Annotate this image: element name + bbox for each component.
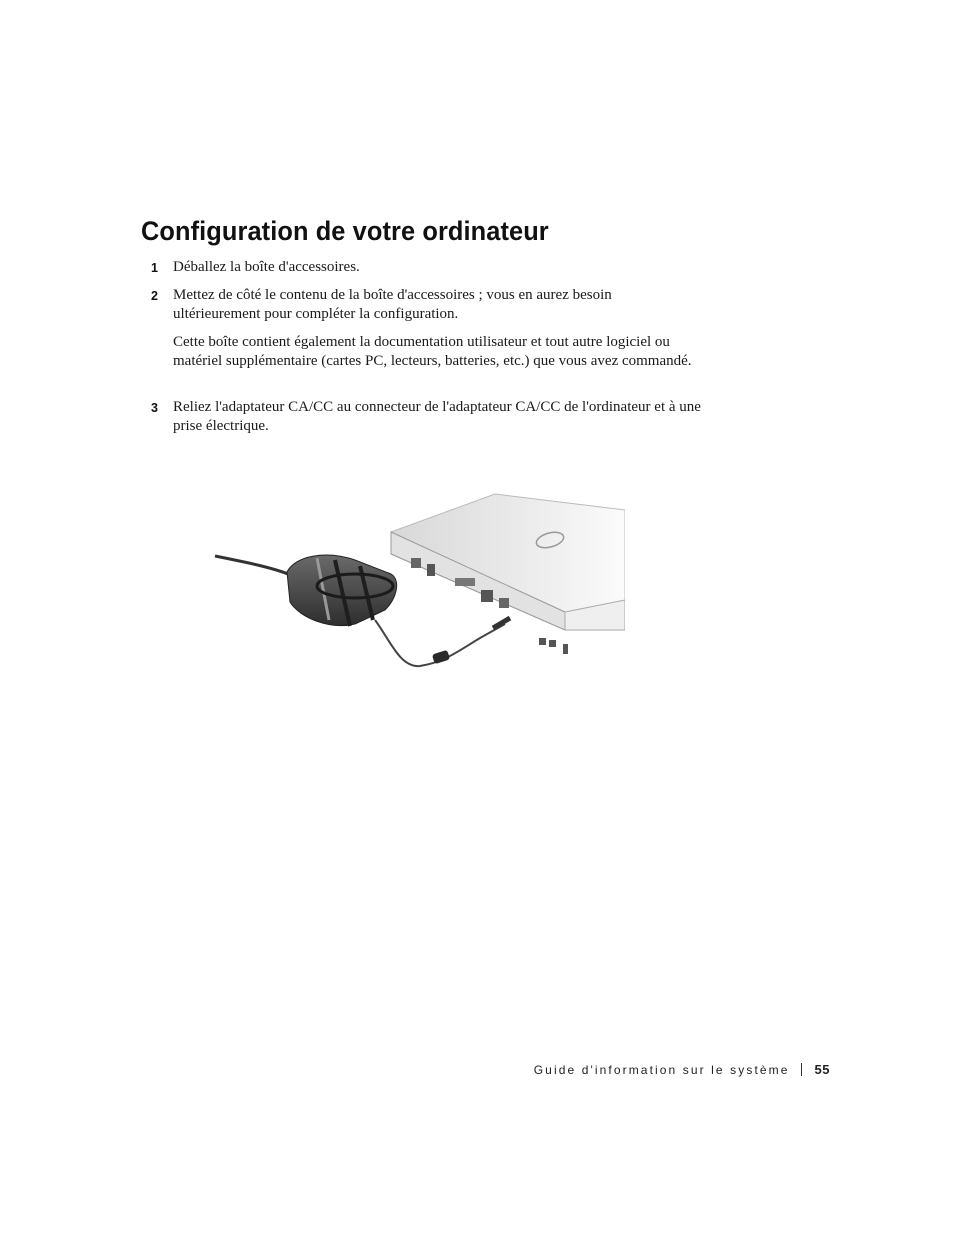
step-2-note: Cette boîte contient également la documentation utilisateur et tout autre logiciel ou matériel supplémentaire (cartes PC, lecteurs, batteries, etc.) que vous avez commandé.: [173, 334, 692, 369]
wall-cord: [215, 556, 293, 576]
page-title: Configuration de votre ordinateur: [141, 216, 549, 246]
page-footer: [534, 1062, 830, 1077]
step-number-2: 2: [151, 289, 158, 303]
step-number-1: 1: [151, 261, 158, 275]
laptop-adapter-illustration: [205, 480, 625, 680]
step-number-3: 3: [151, 401, 158, 415]
step-3-text: Reliez l'adaptateur CA/CC au connecteur de l'adaptateur CA/CC de l'ordinateur et à une prise électrique.: [173, 399, 701, 434]
page-number: 55: [814, 1062, 830, 1077]
step-1-text: Déballez la boîte d'accessoires.: [173, 259, 360, 275]
footer-guide-title: Guide d'information sur le système: [533, 1062, 790, 1077]
ac-adapter-brick: [287, 555, 397, 626]
step-2-text: Mettez de côté le contenu de la boîte d'accessoires ; vous en aurez besoin ultérieurement pour compléter la configuration.: [173, 287, 612, 322]
laptop: [391, 494, 625, 654]
footer-separator: [801, 1063, 802, 1076]
ferrite-core: [432, 650, 450, 664]
